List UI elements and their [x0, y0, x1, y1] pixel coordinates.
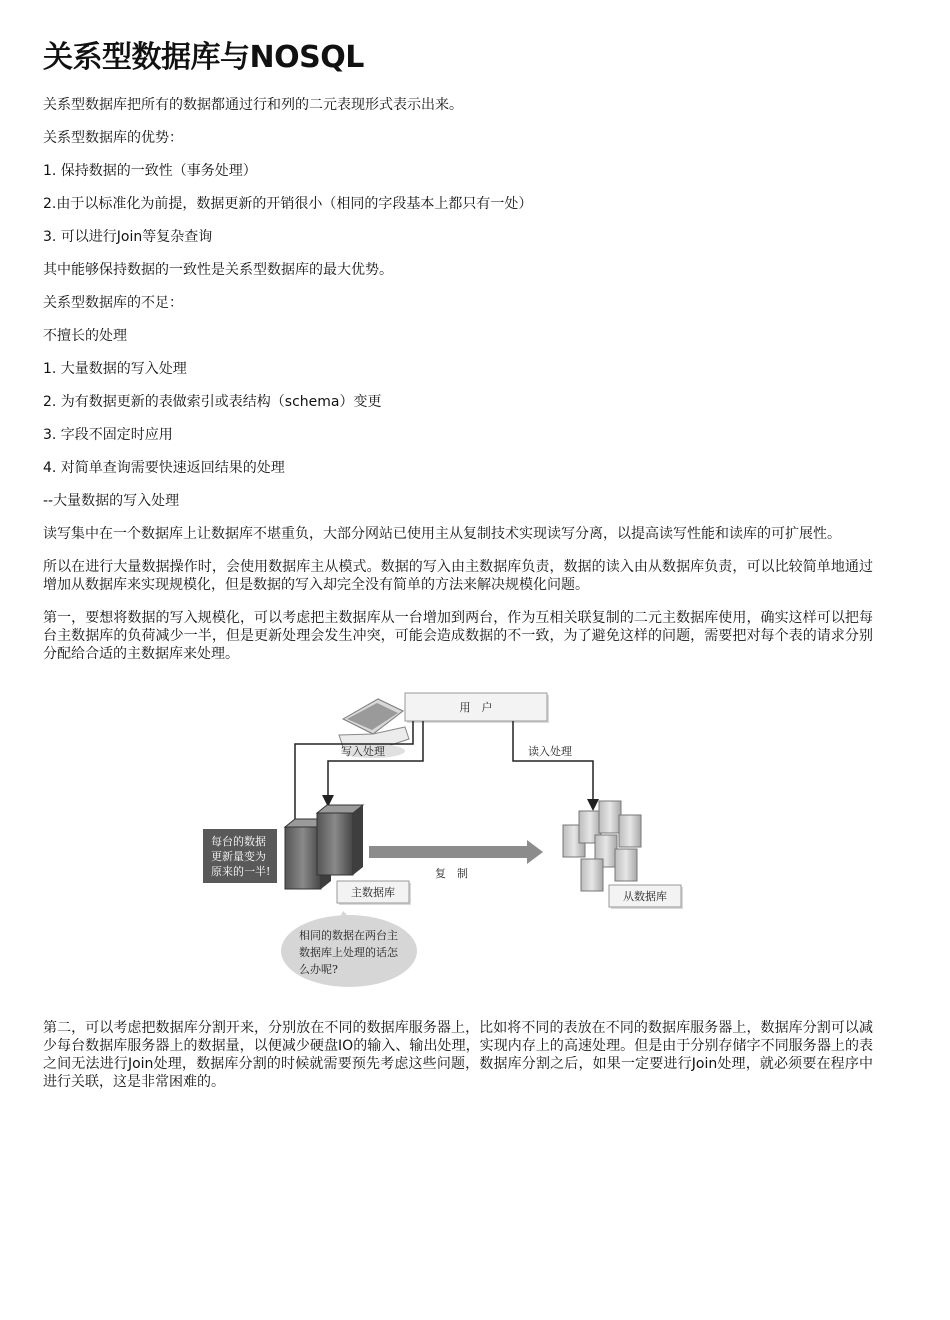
bubble-line-1: 相同的数据在两台主: [299, 929, 398, 942]
user-label: 用 户: [459, 701, 493, 714]
paragraph-weakness-4: 4. 对简单查询需要快速返回结果的处理: [43, 460, 285, 476]
slave-label-box: [609, 885, 683, 909]
user-box: [405, 693, 549, 723]
paragraph-first-solution: 第一，要想将数据的写入规模化，可以考虑把主数据库从一台增加到两台，作为互相关联复制的二元主数据库使用，确实这样可以把每台主数据库的负荷减少一半，但是更新处理会发生冲突，可能会造成数据的不一致，为了避免这样的问题，需要把对每个表的请求分别分配给合适的主数据库来处理。: [43, 610, 873, 662]
master-server-icon: [285, 805, 363, 889]
write-label: 写入处理: [341, 745, 385, 758]
note-line-3: 原来的一半!: [211, 865, 271, 878]
paragraph-write-section: --大量数据的写入处理: [43, 493, 180, 509]
paragraph-read-write-split: 读写集中在一个数据库上让数据库不堪重负，大部分网站已使用主从复制技术实现读写分离，以提高读写性能和读库的可扩展性。: [43, 526, 841, 542]
replication-diagram-svg: [43, 689, 873, 1009]
paragraph-advantages-heading: 关系型数据库的优势：: [43, 130, 183, 146]
document-page: [43, 38, 873, 1106]
slave-label: 从数据库: [623, 890, 667, 903]
bubble-line-2: 数据库上处理的话怎: [299, 946, 398, 959]
replicate-arrow: [369, 840, 543, 880]
paragraph-advantage-1: 1. 保持数据的一致性（事务处理）: [43, 163, 257, 179]
question-bubble: [281, 911, 417, 987]
paragraph-weakness-2: 2. 为有数据更新的表做索引或表结构（schema）变更: [43, 394, 382, 410]
replication-diagram: [43, 689, 873, 1009]
paragraph-master-slave: 所以在进行大量数据操作时，会使用数据库主从模式。数据的写入由主数据库负责，数据的读入由从数据库负责，可以比较简单地通过增加从数据库来实现规模化，但是数据的写入却完全没有简单的方法来解决规模化问题。: [43, 559, 873, 593]
paragraph-weakness-1: 1. 大量数据的写入处理: [43, 361, 187, 377]
paragraph-weakness-3: 3. 字段不固定时应用: [43, 427, 173, 443]
paragraph-advantage-summary: 其中能够保持数据的一致性是关系型数据库的最大优势。: [43, 262, 393, 278]
paragraph-intro: 关系型数据库把所有的数据都通过行和列的二元表现形式表示出来。: [43, 97, 463, 113]
note-line-2: 更新量变为: [211, 850, 266, 863]
paragraph-weakness-heading: 不擅长的处理: [43, 328, 127, 344]
read-flow: [513, 721, 593, 805]
master-label: 主数据库: [351, 886, 395, 899]
paragraph-advantage-3: 3. 可以进行Join等复杂查询: [43, 229, 213, 245]
replicate-label: 复 制: [435, 867, 468, 880]
page-title: 关系型数据库与NOSQL: [43, 40, 364, 75]
note-line-1: 每台的数据: [211, 835, 266, 848]
note-box: [203, 829, 277, 883]
paragraph-disadvantages-heading: 关系型数据库的不足：: [43, 295, 183, 311]
paragraph-advantage-2: 2.由于以标准化为前提，数据更新的开销很小（相同的字段基本上都只有一处）: [43, 196, 533, 212]
read-label: 读入处理: [528, 745, 572, 758]
master-label-box: [337, 881, 411, 905]
slave-servers-icon: [563, 801, 641, 891]
paragraph-second-solution: 第二，可以考虑把数据库分割开来，分别放在不同的数据库服务器上，比如将不同的表放在不同的数据库服务器上，数据库分割可以减少每台数据库服务器上的数据量，以便减少硬盘IO的输入、输出处理，实现内存上的高速处理。但是由于分别存储字不同服务器上的表之间无法进行Join处理，数据库分割的时候就需要预先考虑这些问题，数据库分割之后，如果一定要进行Join处理，就必须要在程序中进行关联，这是非常困难的。: [43, 1020, 873, 1090]
bubble-line-3: 么办呢?: [299, 963, 338, 976]
